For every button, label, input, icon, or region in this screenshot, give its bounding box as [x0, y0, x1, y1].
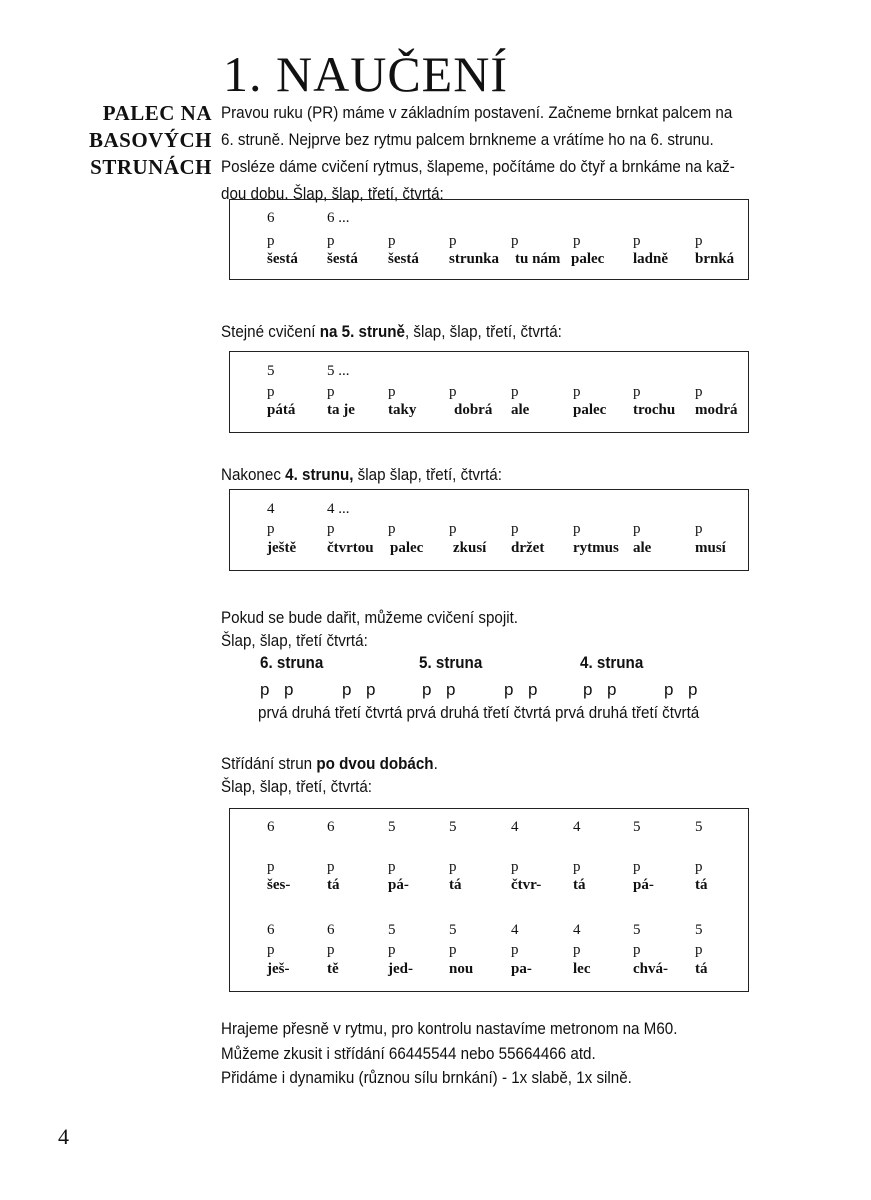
side-heading-line: BASOVÝCH [88, 128, 212, 152]
string-number: 5 [695, 922, 703, 938]
thumb-marker: p [688, 680, 698, 699]
instruction-emphasis: 4. strunu, [285, 466, 354, 484]
lyric-word: čtvr- [511, 877, 542, 893]
thumb-marker: p [422, 680, 432, 699]
page-title: 1. NAUČENÍ [223, 46, 508, 102]
thumb-marker: p [327, 384, 335, 400]
lyric-word: ješ- [267, 961, 290, 977]
lyric-word: šes- [267, 877, 291, 893]
string-number: 6 ... [327, 210, 350, 226]
combo-header-4: 4. struna [580, 654, 644, 672]
lyric-word: šestá [388, 251, 419, 267]
combine-rhythm: Šlap, šlap, třetí čtvrtá: [221, 632, 368, 650]
thumb-marker: p [449, 521, 457, 537]
combo-header-5: 5. struna [419, 654, 483, 672]
lyric-word: tá [695, 961, 708, 977]
lyric-word: čtvrtou [327, 540, 374, 556]
thumb-marker: p [267, 942, 275, 958]
thumb-marker: p [327, 233, 335, 249]
exercise-table-alternation [229, 808, 749, 992]
string-number: 5 [388, 819, 396, 835]
thumb-marker: p [388, 521, 396, 537]
thumb-marker: p [449, 384, 457, 400]
instruction-emphasis: po dvou dobách [316, 755, 434, 773]
instruction-4th-string [221, 463, 502, 487]
lyric-word: ale [511, 402, 530, 418]
thumb-marker: p [327, 859, 335, 875]
thumb-marker: p [633, 521, 641, 537]
lyric-word: tá [695, 877, 708, 893]
instruction-text: Stejné cvičení [221, 323, 320, 341]
thumb-marker: p [449, 233, 457, 249]
string-number: 5 [449, 922, 457, 938]
string-number: 4 [511, 922, 519, 938]
side-heading-line: PALEC NA [102, 101, 212, 125]
thumb-marker: p [664, 680, 674, 699]
lyric-word: rytmus [573, 540, 619, 556]
thumb-marker: p [260, 680, 270, 699]
thumb-marker: p [446, 680, 456, 699]
lyric-word: ještě [267, 540, 297, 556]
intro-line: 6. struně. Nejprve bez rytmu palcem brnkneme a vrátíme ho na 6. strunu. [221, 131, 714, 149]
exercise-table-4th-string [229, 489, 749, 571]
thumb-marker: p [284, 680, 294, 699]
string-number: 5 [267, 363, 275, 379]
lyric-word: pá- [633, 877, 654, 893]
thumb-marker: p [633, 859, 641, 875]
lyric-word: brnká [695, 251, 735, 267]
instruction-text: , šlap, šlap, třetí, čtvrtá: [404, 323, 562, 341]
lyric-word: dobrá [454, 402, 493, 418]
thumb-marker: p [573, 942, 581, 958]
lyric-word: musí [695, 540, 726, 556]
combo-counting: prvá druhá třetí čtvrtá prvá druhá třetí čtvrtá prvá druhá třetí čtvrtá [258, 704, 700, 722]
lyric-word: palec [390, 540, 424, 556]
page-number: 4 [58, 1124, 69, 1149]
thumb-marker: p [342, 680, 352, 699]
string-number: 4 ... [327, 501, 350, 517]
exercise-table-5th-string [229, 351, 749, 433]
thumb-marker: p [511, 521, 519, 537]
lyric-word: modrá [695, 402, 738, 418]
thumb-marker: p [633, 233, 641, 249]
lyric-word: lec [573, 961, 591, 977]
string-number: 4 [573, 922, 581, 938]
string-number: 5 ... [327, 363, 350, 379]
combine-instruction: Pokud se bude dařit, můžeme cvičení spojit. [221, 609, 519, 627]
exercise-table-6th-string [229, 199, 749, 280]
thumb-marker: p [449, 859, 457, 875]
instruction-text: Střídání strun [221, 755, 317, 773]
lyric-word: tá [449, 877, 462, 893]
lyric-word: nou [449, 961, 474, 977]
intro-paragraph [221, 100, 745, 208]
thumb-marker: p [511, 384, 519, 400]
thumb-marker: p [388, 233, 396, 249]
instruction-text: šlap šlap, třetí, čtvrtá: [353, 466, 502, 484]
string-number: 6 [267, 210, 275, 226]
thumb-marker: p [633, 942, 641, 958]
lyric-word: palec [571, 251, 605, 267]
lyric-word: tá [327, 877, 340, 893]
string-number: 5 [388, 922, 396, 938]
string-number: 6 [327, 922, 335, 938]
string-number: 4 [573, 819, 581, 835]
thumb-marker: p [695, 384, 703, 400]
lyric-word: tu nám [515, 251, 561, 267]
intro-line: Pravou ruku (PR) máme v základním postavení. Začneme brnkat palcem na [221, 104, 733, 122]
thumb-marker: p [573, 384, 581, 400]
string-number: 5 [633, 819, 641, 835]
string-number: 6 [327, 819, 335, 835]
closing-line: Hrajeme přesně v rytmu, pro kontrolu nastavíme metronom na M60. [221, 1020, 678, 1038]
lyric-word: pátá [267, 402, 296, 418]
string-number: 5 [633, 922, 641, 938]
intro-line: dou dobu. Šlap, šlap, třetí, čtvrtá: [221, 185, 444, 203]
intro-line: Posléze dáme cvičení rytmus, šlapeme, počítáme do čtyř a brnkáme na kaž- [221, 158, 735, 176]
lyric-word: pa- [511, 961, 532, 977]
closing-line: Přidáme i dynamiku (různou sílu brnkání) - 1x slabě, 1x silně. [221, 1069, 632, 1087]
thumb-marker: p [695, 942, 703, 958]
thumb-marker: p [528, 680, 538, 699]
thumb-marker: p [504, 680, 514, 699]
thumb-marker: p [327, 942, 335, 958]
thumb-marker: p [583, 680, 593, 699]
thumb-marker: p [267, 233, 275, 249]
thumb-marker: p [388, 942, 396, 958]
closing-line: Můžeme zkusit i střídání 66445544 nebo 55664466 atd. [221, 1045, 596, 1063]
string-number: 4 [511, 819, 519, 835]
lyric-word: zkusí [453, 540, 487, 556]
lyric-word: držet [511, 540, 545, 556]
string-number: 6 [267, 819, 275, 835]
string-number: 6 [267, 922, 275, 938]
thumb-marker: p [573, 521, 581, 537]
side-heading-line: STRUNÁCH [90, 155, 212, 179]
thumb-marker: p [388, 384, 396, 400]
instruction-text: Nakonec [221, 466, 286, 484]
thumb-marker: p [511, 942, 519, 958]
thumb-marker: p [511, 859, 519, 875]
lyric-word: palec [573, 402, 607, 418]
thumb-marker: p [327, 521, 335, 537]
alternation-rhythm: Šlap, šlap, třetí, čtvrtá: [221, 778, 373, 796]
lyric-word: pá- [388, 877, 409, 893]
thumb-marker: p [449, 942, 457, 958]
combo-header-6: 6. struna [260, 654, 324, 672]
thumb-marker: p [607, 680, 617, 699]
thumb-marker: p [366, 680, 376, 699]
lyric-word: jed- [388, 961, 413, 977]
alternation-instruction [221, 752, 438, 776]
side-heading [60, 100, 212, 181]
lyric-word: tě [327, 961, 339, 977]
instruction-5th-string [221, 320, 562, 344]
lyric-word: tá [573, 877, 586, 893]
thumb-marker: p [695, 859, 703, 875]
string-number: 5 [449, 819, 457, 835]
thumb-marker: p [633, 384, 641, 400]
thumb-marker: p [573, 233, 581, 249]
instruction-emphasis: na 5. struně [319, 323, 405, 341]
thumb-marker: p [695, 233, 703, 249]
thumb-marker: p [511, 233, 519, 249]
lyric-word: šestá [267, 251, 298, 267]
lyric-word: taky [388, 402, 417, 418]
lyric-word: chvá- [633, 961, 668, 977]
string-number: 5 [695, 819, 703, 835]
lyric-word: ta je [327, 402, 355, 418]
thumb-marker: p [267, 521, 275, 537]
lyric-word: strunka [449, 251, 500, 267]
thumb-marker: p [573, 859, 581, 875]
lyric-word: trochu [633, 402, 676, 418]
instruction-text: . [433, 755, 438, 773]
thumb-marker: p [267, 384, 275, 400]
thumb-marker: p [388, 859, 396, 875]
thumb-marker: p [267, 859, 275, 875]
thumb-marker: p [695, 521, 703, 537]
lyric-word: šestá [327, 251, 358, 267]
lyric-word: ale [633, 540, 652, 556]
lyric-word: ladně [633, 251, 669, 267]
string-number: 4 [267, 501, 275, 517]
